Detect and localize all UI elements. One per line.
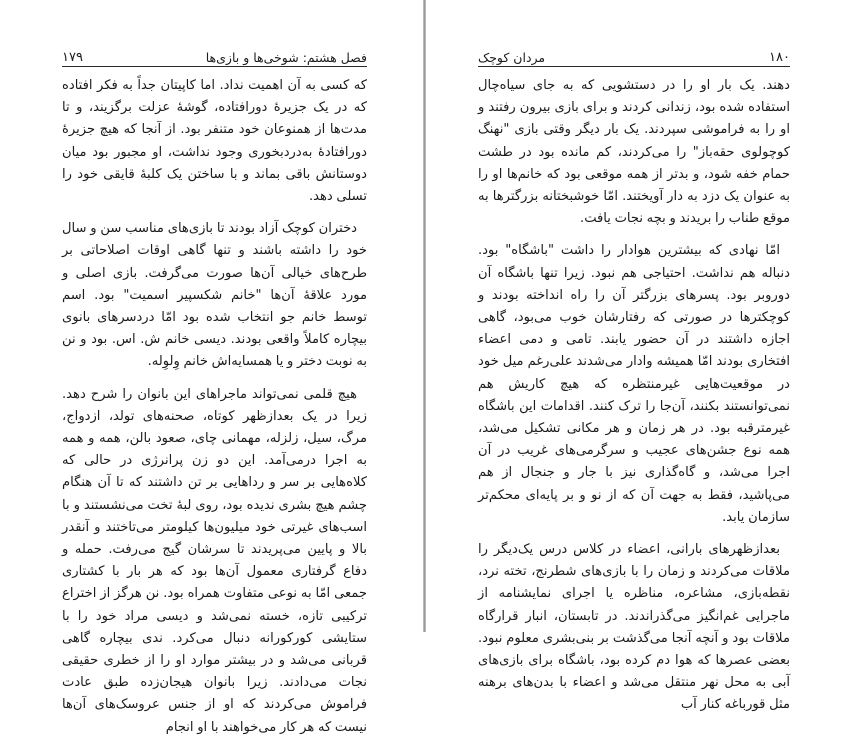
page-number: ۱۷۹: [62, 50, 83, 65]
paragraph: هیچ قلمی نمی‌تواند ماجراهای این بانوان را شرح دهد. زیرا در یک بعدازظهر کوتاه، صحنه‌های تولد، ازدواج، مرگ، سیل، زلزله، مهمانی چای، صعود بالن، همه و همه به اجرا درمی‌آمد. این دو زن پرانرژی در حالی که کلاه‌هایی بر سر و ردا‌هایی بر تن داشتند که تا آن هنگام چشم هیچ بشری ندیده بود، روی لبهٔ تخت می‌نشستند و با اسب‌های غیرتی خود میلیون‌ها کیلومتر می‌تاختند و آنقدر بالا و پایین می‌پریدند تا سرشان گیج می‌رفت. حمله و دفاع گرفتاری معمول آن‌ها بود که هر بار با کشتاری جمعی امّا به نوعی متفاوت همراه بود. نن هرگز از اختراع ترکیبی تازه، خسته نمی‌شد و دیسی مراد خود را با ستایشی کورکورانه دنبال می‌کرد. ندی بیچاره گاهی قربانی می‌شد و در بیشتر موارد او را از خطری حقیقی نجات می‌دادند. زیرا بانوان هیجان‌زده طبق عادت فراموش می‌کردند که او از جنس عروسک‌های آن‌ها نیست که هر کار می‌خواهند با او انجام: [62, 386, 367, 735]
paragraph: که کسی به آن اهمیت نداد. اما کاپیتان جداً به فکر افتاده که در یک جزیرهٔ دورافتاده، گوشهٔ عزلت برگزیند، و تا مدت‌ها از همنوعان خود متنفر بود. از آنجا که هیچ جزیرهٔ دورافتادهٔ به‌دردبخوری وجود نداشت، او مجبور بود میان دوستانش باقی بماند و با ساختن یک کلبهٔ قایقی خود را تسلی دهد.: [62, 78, 367, 205]
left-page: [0, 0, 423, 735]
header-rule: [62, 66, 367, 67]
paragraph: بعدازظهرهای بارانی، اعضاء در کلاس درس یک‌دیگر را ملاقات می‌کردند و زمان را با بازی‌های شطرنج، تخته نرد، نقطه‌بازی، مشاعره، مناظره یا اجرای نمایشنامه از ماجرایی غم‌انگیز می‌گذراندند. در تابستان، انبار قرارگاه ملاقات بود و آنچه آنجا می‌گذشت بر بنی‌بشری معلوم نبود. بعضی عصرها که هوا دم کرده بود، باشگاه برای بازی‌های آبی به محل نهر منتقل می‌شد و اعضاء با بدن‌های برهنه مثل قورباغه کنار آب: [478, 542, 790, 713]
page-header: [62, 40, 367, 64]
running-title: مردان کوچک: [478, 49, 546, 65]
page-body: [62, 75, 367, 739]
paragraph: دختران کوچک آزاد بودند تا بازی‌های مناسب سن و سال خود را داشته باشند و تنها گاهی اوقات اصلاحاتی بر طرح‌های خیالی آن‌ها صورت می‌گرفت. بازی اصلی و مورد علاقهٔ آن‌ها "خانم شکسپیر اسمیت" بود. اسم توسط خانم جو انتخاب شده بود امّا دردسرهای بانوی بیچاره کاملاً واقعی بودند. دیسی خانم ش. اس. بود و نن به نوبت دختر و یا همسایه‌اش خانم وِلوِله.: [62, 221, 367, 370]
page-body: [478, 75, 790, 717]
page-header: [478, 40, 790, 64]
paragraph: امّا نهادی که بیشترین هوادار را داشت "باشگاه" بود. دنباله هم نداشت. احتیاجی هم نبود. زیرا تنها باشگاه آن دوروبر بود. پسرهای بزرگتر آن را راه انداخته بودند و کوچکترها در صورتی که رفتارشان خوب می‌بود، گاهی اجازه داشتند در آن حضور یابند. تامی و دمی اعضاء افتخاری بودند امّا همیشه وادار می‌شدند علی‌رغم میل خود در موقعیت‌هایی غیرمنتظره که هیچ کاریش هم نمی‌توانستند بکنند، آن‌جا را ترک کنند. اقدامات این باشگاه غیرمترقبه بود. در هر زمان و هر مکانی تشکیل می‌شد، همه نوع جشن‌های عجیب و سرگرمی‌های غریب در آن اجرا می‌شد، و گاه‌گذاری نیز با جار و جنجال از هم می‌پاشید، فقط به جهت آن که از نو و بر پایه‌ای محکم‌تر سازمان یابد.: [478, 243, 790, 525]
running-title: فصل هشتم: شوخی‌ها و بازی‌ها: [205, 49, 367, 65]
page-number: ۱۸۰: [769, 50, 790, 65]
paragraph: دهند. یک بار او را در دستشویی که به جای سیاه‌چال استفاده شده بود، زندانی کردند و برای بازی بیرون رفتند و او را به فراموشی سپردند. یک بار دیگر وقتی بازی "نهنگ کوچولوی حقه‌باز" را می‌کردند، کم مانده بود در طشت حمام خفه شود، و بدتر از همه موقعی بود که خانم‌ها او را به عنوان یک دزد به دار آویختند. امّا خوشبختانه بزرگترها به موقع طناب را بریدند و بچه نجات یافت.: [478, 78, 790, 227]
header-rule: [478, 66, 790, 67]
right-page: [426, 0, 855, 713]
